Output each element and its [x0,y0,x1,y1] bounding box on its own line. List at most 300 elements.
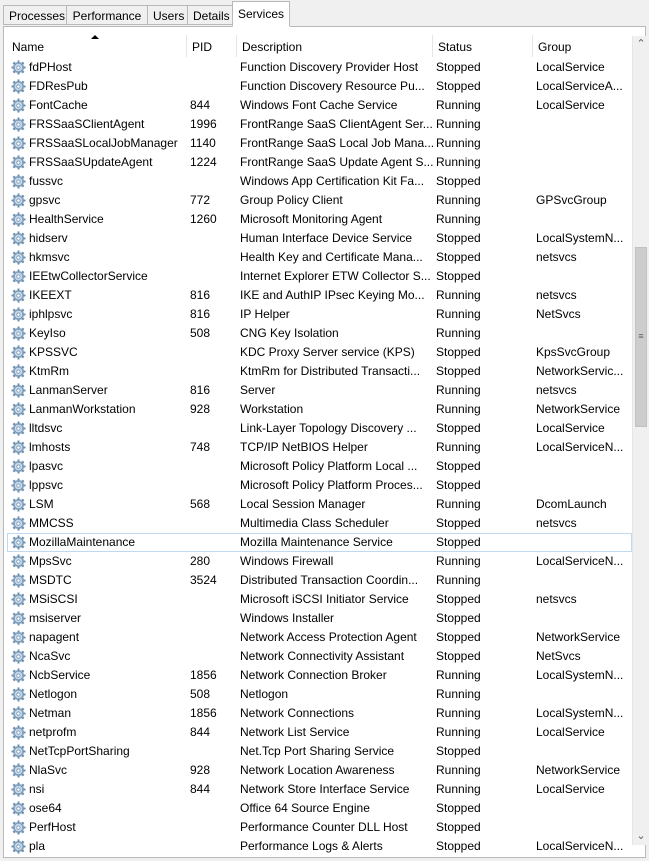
gear-service-icon [11,478,26,493]
service-name: iphlpsvc [29,307,73,321]
service-description: Windows Font Cache Service [240,98,398,112]
service-group: DcomLaunch [536,497,607,511]
service-status: Running [436,326,481,340]
service-pid [190,58,236,77]
service-name: MpsSvc [29,554,72,568]
service-name: pla [29,839,46,853]
service-name: MozillaMaintenance [29,535,136,549]
service-description: Internet Explorer ETW Collector S... [240,269,431,283]
service-name: FRSSaaSUpdateAgent [29,155,153,169]
service-pid: 772 [190,193,211,207]
service-pid [190,837,236,856]
table-row[interactable] [7,96,632,115]
column-header-pid[interactable]: PID [187,35,237,57]
service-description: Network Location Awareness [240,763,395,777]
service-name-cell [11,818,189,837]
service-pid: 280 [190,554,211,568]
service-name: hidserv [29,231,68,245]
gear-service-icon [11,269,26,284]
gear-service-icon [11,554,26,569]
service-description: FrontRange SaaS Update Agent S... [240,155,434,169]
service-name-cell [11,761,189,780]
table-row[interactable] [7,628,632,647]
service-name-cell [11,685,189,704]
service-status: Stopped [436,744,481,758]
service-status: Running [436,573,481,587]
service-pid: 928 [190,763,211,777]
service-description: Network Store Interface Service [240,782,410,796]
table-row[interactable] [7,514,632,533]
service-name-cell [11,457,189,476]
service-description: Network Access Protection Agent [240,630,417,644]
service-pid: 508 [190,687,211,701]
service-status: Stopped [436,592,481,606]
service-description: Windows Installer [240,611,335,625]
gear-service-icon [11,706,26,721]
service-status: Stopped [436,364,481,378]
service-pid [190,628,236,647]
gear-service-icon [11,497,26,512]
gear-service-icon [11,801,26,816]
gear-service-icon [11,630,26,645]
service-description: IKE and AuthIP IPsec Keying Mo... [240,288,425,302]
services-list [7,35,632,853]
service-name-cell [11,647,189,666]
service-pid [190,229,236,248]
service-status: Running [436,155,481,169]
gear-service-icon [11,535,26,550]
table-row[interactable] [7,381,632,400]
service-name-cell [11,248,189,267]
service-name-cell [11,58,189,77]
service-group: LocalServiceN... [536,440,624,454]
service-name: KtmRm [29,364,69,378]
gear-service-icon [11,345,26,360]
service-description: Windows Firewall [240,554,334,568]
service-description: Office 64 Source Engine [240,801,370,815]
service-pid: 928 [190,402,211,416]
service-description: Network List Service [240,725,350,739]
gear-service-icon [11,98,26,113]
service-group: netsvcs [536,383,577,397]
service-status: Running [436,706,481,720]
service-description: Server [240,383,276,397]
service-description: Local Session Manager [240,497,366,511]
service-description: Group Policy Client [240,193,343,207]
gear-service-icon [11,649,26,664]
service-group [536,476,628,495]
column-header-description[interactable]: Description [237,35,433,57]
service-description: Multimedia Class Scheduler [240,516,389,530]
service-group: netsvcs [536,592,577,606]
service-status: Running [436,117,481,131]
service-description: Function Discovery Resource Pu... [240,79,425,93]
service-name-cell [11,324,189,343]
table-row[interactable] [7,609,632,628]
table-row[interactable] [7,115,632,134]
service-group: GPSvcGroup [536,193,607,207]
service-pid: 816 [190,383,211,397]
tab-users[interactable]: Users [147,5,188,25]
service-description: Network Connections [240,706,355,720]
tab-details[interactable]: Details [187,5,233,25]
service-name-cell [11,381,189,400]
service-status: Running [436,98,481,112]
service-pid [190,818,236,837]
service-name-cell [11,590,189,609]
service-group: LocalService [536,782,605,796]
gear-service-icon [11,307,26,322]
table-row[interactable] [7,248,632,267]
service-description: Human Interface Device Service [240,231,413,245]
table-row[interactable] [7,153,632,172]
gear-service-icon [11,117,26,132]
service-group [536,172,628,191]
service-group: LocalSystemN... [536,668,624,682]
gear-service-icon [11,459,26,474]
service-pid [190,799,236,818]
service-status: Running [436,725,481,739]
table-row[interactable] [7,476,632,495]
service-pid [190,590,236,609]
service-name: hkmsvc [29,250,70,264]
service-status: Stopped [436,345,481,359]
service-status: Running [436,440,481,454]
gear-service-icon [11,136,26,151]
service-status: Stopped [436,459,481,473]
service-description: KtmRm for Distributed Transacti... [240,364,421,378]
service-name-cell [11,153,189,172]
table-row[interactable] [7,134,632,153]
table-row[interactable] [7,343,632,362]
service-pid [190,267,236,286]
service-description: FrontRange SaaS Local Job Mana... [240,136,435,150]
service-pid [190,419,236,438]
service-pid: 3524 [190,573,217,587]
service-pid [190,248,236,267]
table-row[interactable] [7,286,632,305]
gear-service-icon [11,155,26,170]
service-status: Stopped [436,630,481,644]
gear-service-icon [11,60,26,75]
gear-service-icon [11,592,26,607]
service-name: fussvc [29,174,64,188]
service-group [536,609,628,628]
service-pid: 1856 [190,668,217,682]
service-pid: 1260 [190,212,217,226]
table-row[interactable] [7,780,632,799]
service-description: Performance Counter DLL Host [240,820,408,834]
service-name-cell [11,210,189,229]
service-name: lppsvc [29,478,64,492]
service-name: lmhosts [29,440,71,454]
gear-service-icon [11,744,26,759]
service-name: KPSSVC [29,345,78,359]
gear-service-icon [11,421,26,436]
table-row[interactable] [7,400,632,419]
service-group: LocalServiceN... [536,554,624,568]
service-name: NcbService [29,668,91,682]
service-group: LocalServiceA... [536,79,623,93]
table-row[interactable] [7,362,632,381]
gear-service-icon [11,668,26,683]
service-description: FrontRange SaaS ClientAgent Ser... [240,117,433,131]
gear-service-icon [11,212,26,227]
gear-service-icon [11,820,26,835]
services-panel [3,26,646,858]
tab-bar [0,0,649,28]
service-group [536,799,628,818]
table-row[interactable] [7,704,632,723]
service-name-cell [11,609,189,628]
service-name-cell [11,837,189,856]
service-name: FRSSaaSClientAgent [29,117,145,131]
table-row[interactable] [7,723,632,742]
service-name-cell [11,438,189,457]
service-name-cell [11,77,189,96]
service-description: Link-Layer Topology Discovery ... [240,421,417,435]
service-name: NcaSvc [29,649,71,663]
service-name-cell [11,134,189,153]
service-group: NetworkService [536,402,621,416]
table-row[interactable] [7,533,632,552]
service-name: NetTcpPortSharing [29,744,130,758]
gear-service-icon [11,288,26,303]
column-header-status[interactable]: Status [433,35,533,57]
service-description: Microsoft Monitoring Agent [240,212,383,226]
service-status: Stopped [436,839,481,853]
service-description: Workstation [240,402,304,416]
tab-services[interactable]: Services [232,1,290,27]
service-group: LocalService [536,725,605,739]
table-row[interactable] [7,742,632,761]
service-name: nsi [29,782,45,796]
service-description: KDC Proxy Server service (KPS) [240,345,415,359]
service-description: Microsoft Policy Platform Local ... [240,459,418,473]
service-name-cell [11,476,189,495]
service-description: CNG Key Isolation [240,326,339,340]
service-pid [190,343,236,362]
service-pid: 508 [190,326,211,340]
service-pid [190,362,236,381]
column-header-group[interactable]: Group [538,40,572,54]
gear-service-icon [11,79,26,94]
service-pid: 844 [190,782,211,796]
service-description: Windows App Certification Kit Fa... [240,174,425,188]
service-group: LocalService [536,421,605,435]
service-name: IEEtwCollectorService [29,269,148,283]
service-name: LSM [29,497,54,511]
table-row[interactable] [7,267,632,286]
gear-service-icon [11,573,26,588]
service-description: Net.Tcp Port Sharing Service [240,744,395,758]
service-status: Running [436,402,481,416]
service-name: MMCSS [29,516,74,530]
table-row[interactable] [7,438,632,457]
column-header-name-label: Name [12,40,45,54]
service-name-cell [11,343,189,362]
service-status: Running [436,136,481,150]
service-group: NetSvcs [536,307,581,321]
service-status: Running [436,497,481,511]
service-pid: 844 [190,725,211,739]
table-row[interactable] [7,552,632,571]
service-name-cell [11,799,189,818]
service-name: MSDTC [29,573,72,587]
service-name: gpsvc [29,193,61,207]
service-group: LocalService [536,60,605,74]
service-pid [190,457,236,476]
gear-service-icon [11,782,26,797]
service-name-cell [11,552,189,571]
table-row[interactable] [7,210,632,229]
service-description: Network Connectivity Assistant [240,649,405,663]
service-name: FontCache [29,98,88,112]
arrow-up-icon[interactable]: ⌃ [636,38,646,50]
gear-service-icon [11,231,26,246]
service-description: Function Discovery Provider Host [240,60,419,74]
service-name: Netman [29,706,72,720]
service-group [536,153,628,172]
service-group [536,571,628,590]
service-name-cell [11,286,189,305]
service-name-cell [11,571,189,590]
table-row[interactable] [7,685,632,704]
gear-service-icon [11,440,26,455]
service-name: FDResPub [29,79,88,93]
service-group [536,267,628,286]
table-row[interactable] [7,666,632,685]
table-row[interactable] [7,191,632,210]
service-name: KeyIso [29,326,66,340]
service-name-cell [11,666,189,685]
service-group [536,115,628,134]
table-row[interactable] [7,324,632,343]
service-group: NetworkService [536,630,621,644]
service-status: Stopped [436,60,481,74]
service-status: Stopped [436,611,481,625]
service-group [536,742,628,761]
service-name-cell [11,723,189,742]
service-description: Network Connection Broker [240,668,387,682]
service-name: IKEEXT [29,288,72,302]
table-row[interactable] [7,77,632,96]
service-pid: 816 [190,288,211,302]
service-pid [190,609,236,628]
service-name-cell [11,780,189,799]
service-group: LocalSystemN... [536,231,624,245]
service-name: netprofm [29,725,77,739]
service-pid [190,77,236,96]
service-name: msiserver [29,611,82,625]
gear-service-icon [11,193,26,208]
service-status: Stopped [436,801,481,815]
service-pid [190,514,236,533]
service-pid: 1224 [190,155,217,169]
service-name-cell [11,514,189,533]
gear-service-icon [11,326,26,341]
service-pid [190,172,236,191]
service-name: LanmanWorkstation [29,402,136,416]
service-name: HealthService [29,212,104,226]
table-row[interactable] [7,590,632,609]
gear-service-icon [11,174,26,189]
service-status: Running [436,782,481,796]
table-row[interactable] [7,229,632,248]
service-status: Running [436,288,481,302]
service-status: Stopped [436,79,481,93]
service-status: Running [436,554,481,568]
table-row[interactable] [7,818,632,837]
service-name-cell [11,533,189,552]
service-group [536,324,628,343]
service-description: Performance Logs & Alerts [240,839,383,853]
table-row[interactable] [7,837,632,856]
column-header-name[interactable] [7,35,187,57]
gear-service-icon [11,383,26,398]
service-pid [190,742,236,761]
gear-service-icon [11,516,26,531]
vertical-scrollbar[interactable] [632,36,649,845]
table-row[interactable] [7,647,632,666]
tab-performance[interactable]: Performance [66,5,148,25]
service-status: Stopped [436,649,481,663]
table-row[interactable] [7,495,632,514]
service-group: netsvcs [536,516,577,530]
service-name: LanmanServer [29,383,108,397]
service-name: lltdsvc [29,421,63,435]
service-status: Stopped [436,478,481,492]
table-row[interactable] [7,799,632,818]
table-row[interactable] [7,761,632,780]
service-status: Running [436,212,481,226]
service-group [536,685,628,704]
table-row[interactable] [7,305,632,324]
table-row[interactable] [7,419,632,438]
table-row[interactable] [7,172,632,191]
service-pid: 1140 [190,136,216,150]
service-name-cell [11,229,189,248]
service-group [536,457,628,476]
service-status: Running [436,763,481,777]
service-status: Stopped [436,174,481,188]
service-description: Microsoft iSCSI Initiator Service [240,592,409,606]
service-group: KpsSvcGroup [536,345,611,359]
service-pid [190,476,236,495]
scrollbar-thumb[interactable] [635,247,647,427]
service-group [536,533,628,552]
service-status: Running [436,307,481,321]
service-name: MSiSCSI [29,592,78,606]
service-group: NetworkService [536,763,621,777]
tab-processes[interactable]: Processes [3,5,67,25]
service-name-cell [11,704,189,723]
service-status: Stopped [436,820,481,834]
table-row[interactable] [7,457,632,476]
table-row[interactable] [7,58,632,77]
gear-service-icon [11,402,26,417]
service-status: Stopped [436,269,481,283]
service-status: Running [436,383,481,397]
service-status: Stopped [436,516,481,530]
service-description: Mozilla Maintenance Service [240,535,393,549]
service-name-cell [11,191,189,210]
table-row[interactable] [7,571,632,590]
arrow-down-icon[interactable]: ⌄ [636,830,646,842]
gear-service-icon [11,364,26,379]
service-name-cell [11,362,189,381]
service-name-cell [11,400,189,419]
